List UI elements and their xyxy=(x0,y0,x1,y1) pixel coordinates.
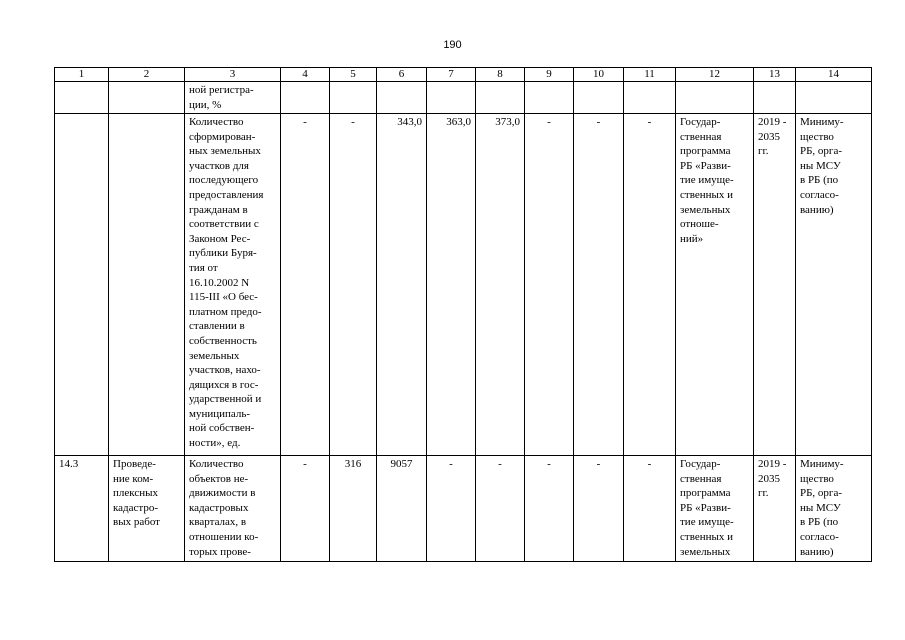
program-cell xyxy=(676,82,754,114)
header-cell: 14 xyxy=(796,68,872,82)
value-cell xyxy=(427,82,476,114)
header-cell: 2 xyxy=(109,68,185,82)
header-cell: 11 xyxy=(624,68,676,82)
table-header-row xyxy=(55,68,872,82)
table-row xyxy=(55,456,872,562)
header-cell: 1 xyxy=(55,68,109,82)
value-cell: - xyxy=(281,456,330,562)
value-cell: - xyxy=(476,456,525,562)
program-cell: Государ- ственная программа РБ «Разви- тие имуще- ственных и земельных xyxy=(676,456,754,562)
value-cell xyxy=(476,82,525,114)
activity-name-cell xyxy=(109,82,185,114)
value-cell xyxy=(281,82,330,114)
responsible-cell xyxy=(796,82,872,114)
row-number-cell xyxy=(55,82,109,114)
value-cell: - xyxy=(624,456,676,562)
header-cell: 3 xyxy=(185,68,281,82)
row-number-cell: 14.3 xyxy=(55,456,109,562)
header-cell: 13 xyxy=(754,68,796,82)
indicator-name-cell: Количество сформирован- ных земельных участков для последующего предоставления гражданам в соответствии с Законом Рес- публики Буря- тия от 16.10.2002 N 115-III «О бес- платном предо- ставлении в собственность земельных участков, нахо- дящихся в гос- ударственной и муниципаль- ной собствен- ности», ед. xyxy=(185,114,281,456)
indicator-name-cell: Количество объектов не- движимости в кадастровых кварталах, в отношении ко- торых прове- xyxy=(185,456,281,562)
header-cell: 5 xyxy=(330,68,377,82)
header-cell: 4 xyxy=(281,68,330,82)
value-cell: - xyxy=(330,114,377,456)
value-cell: - xyxy=(574,456,624,562)
activity-name-cell: Проведе- ние ком- плексных кадастро- вых работ xyxy=(109,456,185,562)
header-cell: 7 xyxy=(427,68,476,82)
value-cell: - xyxy=(525,456,574,562)
value-cell xyxy=(574,82,624,114)
header-cell: 8 xyxy=(476,68,525,82)
responsible-cell: Миниму- щество РБ, орга- ны МСУ в РБ (по согласо- ванию) xyxy=(796,114,872,456)
header-cell: 10 xyxy=(574,68,624,82)
period-cell: 2019 - 2035 гг. xyxy=(754,114,796,456)
indicator-name-cell: ной регистра- ции, % xyxy=(185,82,281,114)
program-indicators-table xyxy=(54,67,872,562)
table-row xyxy=(55,114,872,456)
value-cell: - xyxy=(427,456,476,562)
header-cell: 9 xyxy=(525,68,574,82)
value-cell xyxy=(377,82,427,114)
activity-name-cell xyxy=(109,114,185,456)
header-cell: 6 xyxy=(377,68,427,82)
value-cell: - xyxy=(574,114,624,456)
value-cell: - xyxy=(525,114,574,456)
value-cell xyxy=(330,82,377,114)
value-cell: - xyxy=(624,114,676,456)
period-cell: 2019 - 2035 гг. xyxy=(754,456,796,562)
header-cell: 12 xyxy=(676,68,754,82)
value-cell xyxy=(624,82,676,114)
value-cell: 363,0 xyxy=(427,114,476,456)
row-number-cell xyxy=(55,114,109,456)
table-row xyxy=(55,82,872,114)
responsible-cell: Миниму- щество РБ, орга- ны МСУ в РБ (по согласо- ванию) xyxy=(796,456,872,562)
value-cell: - xyxy=(281,114,330,456)
value-cell: 343,0 xyxy=(377,114,427,456)
value-cell xyxy=(525,82,574,114)
page-number: 190 xyxy=(443,39,462,51)
program-cell: Государ- ственная программа РБ «Разви- тие имуще- ственных и земельных отноше- ний» xyxy=(676,114,754,456)
value-cell: 316 xyxy=(330,456,377,562)
period-cell xyxy=(754,82,796,114)
value-cell: 373,0 xyxy=(476,114,525,456)
value-cell: 9057 xyxy=(377,456,427,562)
